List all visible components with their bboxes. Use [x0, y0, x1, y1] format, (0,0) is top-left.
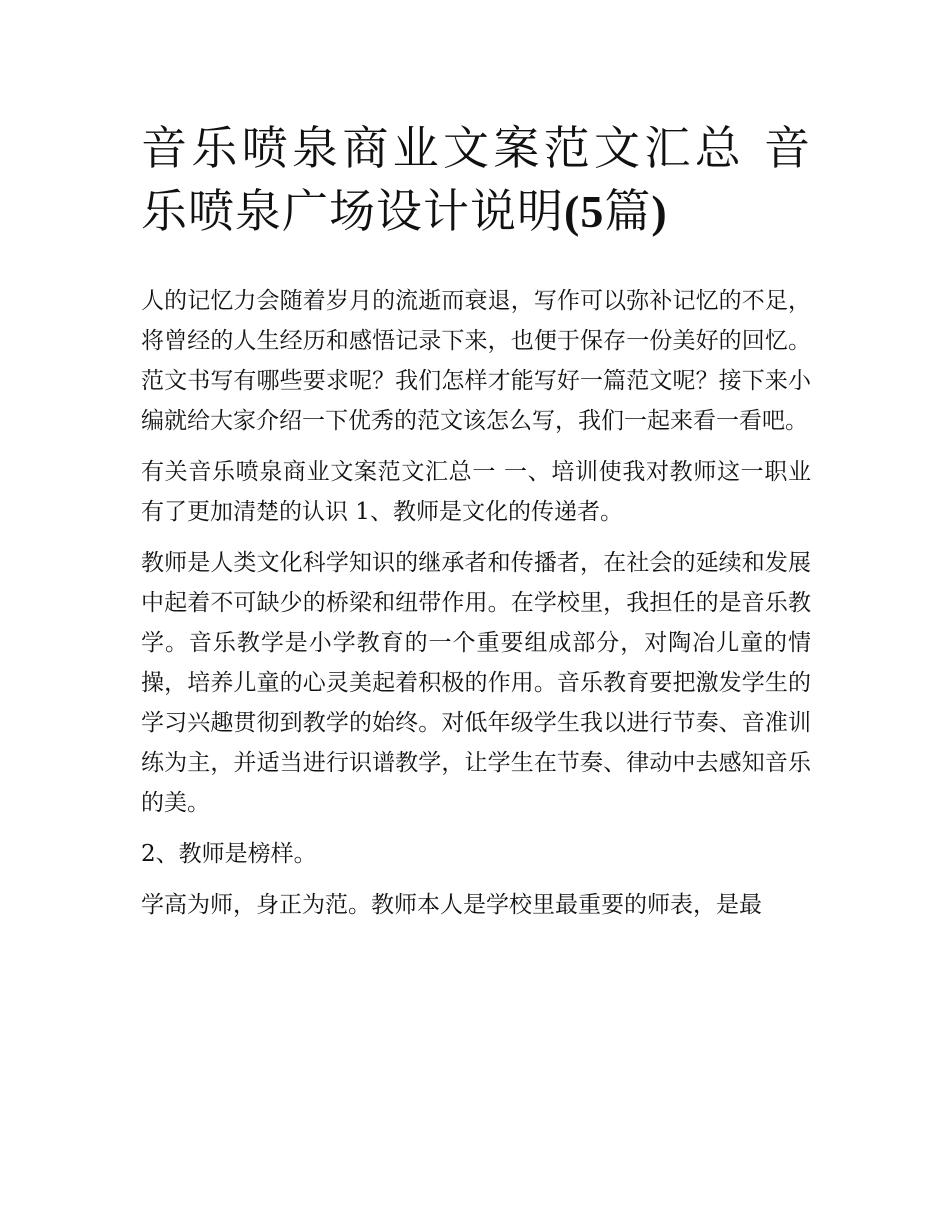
paragraph-teacher-model: 2、教师是榜样。	[141, 841, 317, 867]
title-close: )	[651, 186, 668, 237]
paragraph-teacher-example: 学高为师，身正为范。教师本人是学校里最重要的师表，是最	[141, 892, 762, 918]
paragraph-section-1: 有关音乐喷泉商业文案范文汇总一 一、培训使我对教师这一职业有了更加清楚的认识 1、教师是文化的传递者。	[141, 459, 811, 525]
title-count: (5	[564, 186, 605, 237]
paragraph-intro: 人的记忆力会随着岁月的流逝而衰退，写作可以弥补记忆的不足，将曾经的人生经历和感悟记录下来，也便于保存一份美好的回忆。范文书写有哪些要求呢？我们怎样才能写好一篇范文呢？接下来小编就给大家介绍一下优秀的范文该怎么写，我们一起来看一看吧。	[141, 288, 811, 434]
document-title	[141, 117, 811, 243]
document-body	[141, 281, 811, 936]
paragraph-teacher-culture: 教师是人类文化科学知识的继承者和传播者，在社会的延续和发展中起着不可缺少的桥梁和纽带作用。在学校里，我担任的是音乐教学。音乐教学是小学教育的一个重要组成部分，对陶冶儿童的情操，培养儿童的心灵美起着积极的作用。音乐教育要把激发学生的学习兴趣贯彻到教学的始终。对低年级学生我以进行节奏、音准训练为主，并适当进行识谱教学，让学生在节奏、律动中去感知音乐的美。	[141, 550, 811, 816]
title-unit: 篇	[604, 184, 652, 238]
title-text: 音乐喷泉商业文案范文汇总 音乐喷泉广场设计说明	[141, 121, 811, 238]
